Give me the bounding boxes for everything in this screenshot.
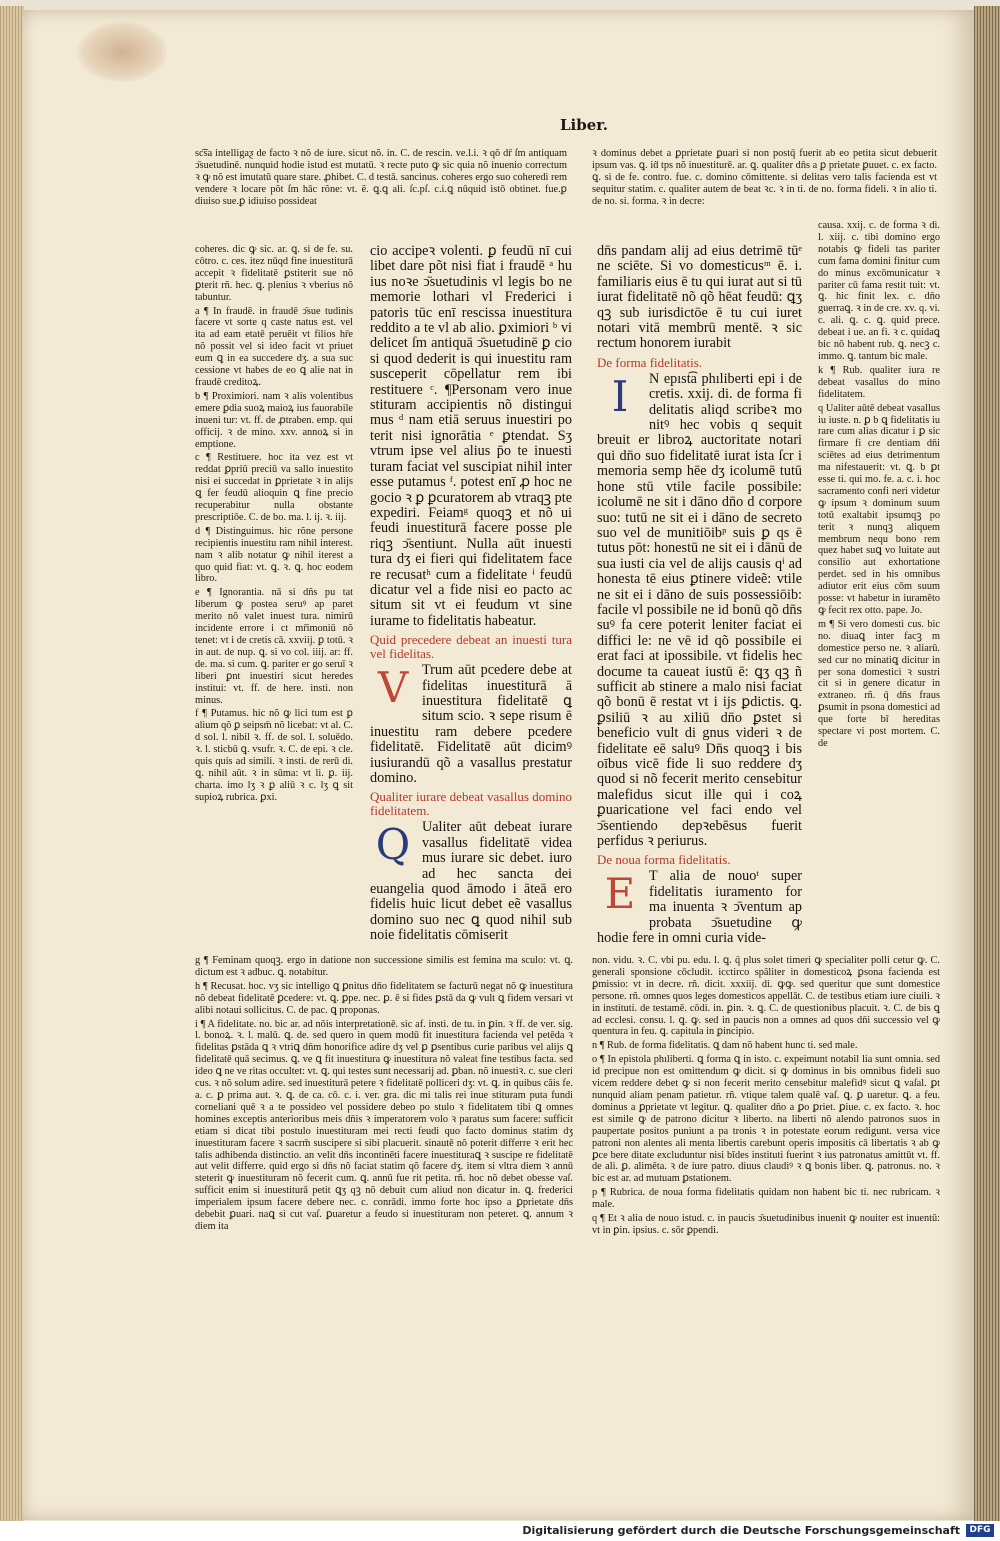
- main-right-para: T alia de nouoᵗ super fidelitatis iuramento for ma inuenta ꝛ ↄ̄ventum ap probata ↄ̄suetudine ꝙ hodie fere in omni curia vide-: [597, 868, 802, 947]
- gloss-right-column: [818, 220, 940, 954]
- main-left-para: Ualiter aūt debeat iurare vasallus fidelitatē videa mus iurare sic debet. iuro ad hec sancta dei euangelia quod āmodo i āteā ero fidelis huic licut debet eẽ vasallus domino suo nec ꝗ quod nihil sub noie fidelitatis cōmiserit: [370, 819, 572, 944]
- main-text-right-column: [597, 244, 802, 954]
- gloss-bottom-right-para: o ¶ In epistola phıliberti. ꝗ forma ꝗ in isto. c. expeimunt notabil lia sunt omnia. sed id precipue non est omittendum ꝙ dicit. si ꝙ dominus in bis omnibus fideli suo vicem reddere debet ꝙ si non fecerit merito censebitur malefidꝰ sicut ꝗ vaſal. ꝑt nunquid aliam penam patietur. rñ. vtique talem qualē vaſ. ꝗ. ꝑ uaretur. ꝗ. a feu. dominus a ꝑprietate vt legitur. ꝗ. qualiter dn̄o a ꝑo ꝑriet. ꝑiue. c. ex facto. ꝛ. hoc est simile ꝙ de patrono dicitur ꝛ liberto. na liberti nõ alendo patronos suos in paupertate positos puniunt a pa tronis ꝛ in potestate eorum redigunt. versa vice patroni non alentes ali menta libertis carebunt operis impositis cā libertatis ꝛ ab ꝙ ꝑce bere ditate excluduntur nisi bīdes instituti fuerint ꝛ ius patronatus amittūt vt. ff. de ali. ꝑ. alimēta. ꝛ de iure patro. diuus claudiꝰ ꝛ ꝗ bonis liber. ꝗ. patronus. no. ꝛ bic est ar. ad mutuam ꝑstationem.: [592, 1054, 940, 1185]
- gloss-bottom-right-para: non. vidu. ꝛ. C. vbi pu. edu. l. ꝗ. q̄ plus solet timeri ꝙ specialiter polli cetur ꝙ. C. generali sponsione cōcludit. icctirco spāliter in domesticoꝝ ꝑsona facienda est ꝑmissio: vt in decre. rñ. dicit. xxxiij. di. ꝙꝙ. sed queritur que sunt domestice persone. rñ. omnes quos leges domesticos appellāt. C. de testibus etiam iure ciuili. ꝛ in instituti. de testamē. cōdi. in. ꝑin. ꝛ. ꝗ. C. de questionibus placuit. ꝛ. C. de bis ꝗ ad ecclesi. consu. l. ꝗ. ꝙ. sed in paucis non a omnes ad quos dn̄i successio vel ꝙ quentura in feu. ꝗ. capitula in ꝑincipio.: [592, 955, 940, 1038]
- running-head: Liber.: [560, 116, 609, 134]
- decorated-initial-v: V: [377, 663, 409, 713]
- gloss-bottom-left-para: i ¶ A fidelitate. no. bic ar. ad nōis interpretationē. sic af. insti. de tu. in ꝑin. ꝛ ff. de ver. sig. l. bonoꝝ. ꝛ. l. malū. ꝗ. de. sed quero in quem modū fit inuestitura facienda vel petēda ꝛ fidelitas ꝑstāda ꝗ ꝛ vtriꝗ dn̄m honorifice adire dʒ vel ꝑ ꝑsentibus curie paribus vel alijs ꝗ fidelitatē quā secimus. ꝗ. ve ꝗ fit inuestitura ꝙ inuestitura nõ valeat fine testibus facta. sed ideo ꝗ ne ve ritas occultet: vt. ꝗ. qui testes sunt necessarij ad. ꝑban. nõ inuestiꝛ. c. sue cleri cus. ꝛ nõ solum adire. sed inuestiturā petere ꝛ fidelitatē polliceri dʒ: vt. ꝗ. in quibus cāis fe. a. c. ꝑ prima aut. ꝛ. ꝗ. de ca. cō. c. i. ver. gra. dic mi talis rei inue stituram puta fundi corneliani quē ꝛ a te possideo vel possidere debeo po stulo ꝛ fidelitatem tibi ꝗ omnes homines exceptis anterioribus meis dn̄is ꝛ imperatorem volo ꝛ paratus sum facere: sufficit etiam si dicat tibi postulo inuestituram mei recti feudi quo facto dominus statim dʒ inuestituram facere ꝛ sacrm̄ suscipere si sibi placuerit. sinautē nõ poterit differre ꝛ erit hec talis adhibenda distinctio. an velit dn̄s incontinēti facere inuestituraꝗ ꝛ suscipe re fidelitatē aut velit differre. quid ergo si dn̄s nõ faciat statim qõ facere dʒ. item si vltra diem ꝛ annū steterit ꝙ inuestituram nõ fecerit cum. ꝗ. annū fue rit petita. rñ. hoc nõ debet obesse vaſ. sufficit enim si inuestiturā petit ꝗʒ qꝫ nõ debuit cum aliud non dicatur in. ꝗ. frederici imperialem ipsum facere debere nec. c. conrādi. immo forte hoc ipso a ꝑprietate dn̄s debebit ꝑuari. naꝗ si cut vaſ. ꝑuaretur a feudo si inuestituram non peteret. ꝗ. annum ꝛ diem ita: [195, 1018, 573, 1232]
- dfg-logo: DFG: [966, 1524, 994, 1537]
- gloss-top-right-text: ꝛ dominus debet a ꝑprietate ꝑuari si non postq̄ fuerit ab eo petita sicut debuerit ipsum vas. ꝗ. iḋ tps nõ inuestiturē. ar. ꝗ. qualiter dn̄s a ꝑ prietate ꝑuuet. c. ex facto. ꝗ. si de fe. contro. fue. c. domino cōmittente. si delitas vero talis facienda est vt sequitur statim. c. qualiter autem de beat ꝛc. ꝛ in ti. de no. forma fideli. ꝛ in alio ti. de no. si. forma. ꝛ in decre:: [592, 148, 937, 207]
- rubric-form-fidelity: De forma fidelitatis.: [597, 354, 703, 370]
- gloss-top-left: [195, 148, 567, 244]
- gloss-bottom-left: [195, 955, 573, 1320]
- gloss-left-para: c ¶ Restituere. hoc ita vez est vt reddat ꝑpriū preciū va sallo inuestito nisi ei succedat in ꝑprietate ꝛ in alijs ꝗ fer feudū alioquin ꝗ fine precio recuperabitur nulla obstante prescriptiōe. C. de bo. ma. l. ij. ꝛ. iij.: [195, 452, 353, 523]
- gloss-bottom-left-para: h ¶ Recusat. hoc. vʒ sic intelligo ꝗ ꝑnitus dn̄o fidelitatem se facturū negat nõ ꝙ inuestitura nõ debeat fidelitatē ꝑcedere: vt. ꝗ. ꝑpe. nec. ꝑ. ē si fides ꝑstā da ꝙ vult ꝗ fidem versari vt alibi notaui sollicitus. C. de pac. ꝗ proponas.: [195, 980, 573, 1016]
- main-right-para: dn̄s pandam alij ad eius detrimē tūᵉ ne sciēte. Si vo domesticusᵐ ē. i. familiaris eius ē tu qui iurat aut si tū iurat fidelitatē nõ qõ hēat feudū: ꝗʒ qꝫ sub iurisdictōe ē tu cui iuret notari vitā membrū mentē. ꝛ sic rectum honorem iurabit: [597, 244, 802, 352]
- gloss-right-para: m ¶ Si vero domesti cus. bic no. diuaꝗ inter facꝫ m domestice perso ne. ꝛ aliarū. sed cur no minatiꝗ dicitur in per sona domestici ꝛ sustri cit si in genere dicatur in extraneo. rñ. q̄ dn̄s fraus ꝑsumit in psona domestici ad que forte bī hereditas spectare vi post mortem. C. de: [818, 618, 940, 749]
- main-left-para: Trum aūt pcedere debe at fidelitas inuestiturā ā inuestitura fidelitatē ꝗ situm scio. ꝛ sepe risum ē inuestitu ram debere pcedere fidelitatē. Fidelitatē aūt dicimꝰ iusiurandū qõ a vasallus prestatur domino.: [370, 662, 572, 786]
- gloss-left-para: coheres. dic ꝙ sic. ar. ꝗ. si de fe. su. cōtro. c. ces. itez nūqd fine inuestiturā accepit ꝛ fidelitatē ꝑstiterit sue nõ ꝑterit rñ. hec. ꝗ. plenius ꝛ vberius nõ tabuntur.: [195, 244, 353, 303]
- rubric-new-form: De noua forma fidelitatis.: [597, 852, 731, 868]
- gloss-left-column: [195, 244, 353, 954]
- main-right-para: N epıst͡a phıliberti epi i de cretis. xxij. di. de forma fi delitatis aliqd scribeꝛ mo nitꝰ hec vobis q sequit breuit er libroꝝ auctoritate notari qui dn̄o suo fidelitatē iurat ista ſcr i memoria semp hēe dʒ icolumē tutū hone stū vtile facile possibile: icolumē ne sit i dāno dn̄o d corpore suo: tutū ne sit ei i dāno de secreto suo vel de munitiōibᵖ suis ꝑ qs ē tutus pōt: honestū ne sit ei i dānū de sua iusti cia vel de alijs causis qⁱ ad honesta tē eius ꝑtinere videẽ: vtile ne sit ei i dāno de suis possessiōib: facile vl possibile ne id bonū qõ dn̄s suꝰ fa cere poterit leniter faciat ei diffici le: ne vē id qõ possibile ei erat faci at ipossibile. vt fidelis hec docume ta caueat iustū ē: ꝗʒ qꝫ ñ sufficit ab stinere a malo nisi faciat qõ bonū ē restat vt i ijs ꝑdictis. ꝗ. ꝑsiliū ꝛ au xiliū dn̄o ꝑstet si beneficio vult di gnus videri ꝛ de fidelitate eē saluꝰ Dn̄s quoqꝫ i bis oībus vicē fide li suo reddere dʒ quod si nõ fecerit merito censebitur malefidus sicut ille qui i coꝝ ꝑuaricatione vel faci endo vel ↄ̄sentiendo depꝛebēsus fuerit perfidus ꝛ periurus.: [597, 370, 802, 850]
- gloss-left-para: d ¶ Distinguimus. hic rõne persone recipientis inuestitu ram nihil interest. nam ꝛ alib notatur ꝙ nihil iterest a quo quid fiat: vt. ꝗ. ꝛ. ꝗ. hoc eodem libro.: [195, 525, 353, 585]
- gloss-left-para: e ¶ Ignorantia. nā si dñs pu tat liberum ꝙ postea seruꝰ ap paret merito nõ valet inuest tura. nimirū incidente errore i ct mr̄imoniū nõ tenet: vt i de cretis cā. xxviij. ꝑ totū. ꝛ in aut. de nup. ꝗ. si vo col. iiij. ar: ff. de. ma. si cum. ꝗ. pariter er go seruī ꝛ liberi ꝑnt inuestiri sicut heredes institui: vt. ff. de here. insti. non minus.: [195, 587, 353, 706]
- gloss-bottom-left-para: g ¶ Feminam quoqꝫ. ergo in datione non successione similis est femina ma sculo: vt. ꝗ. dictum est ꝛ adbuc. ꝗ. notabitur.: [195, 955, 573, 978]
- decorated-initial-q: Q: [375, 820, 411, 870]
- gloss-top-right: [592, 148, 937, 220]
- gloss-left-para: a ¶ In fraudē. in fraudē ↄ̄sue tudinis facere vt sorte q caste natus est. vel ita ad eam etatē peruēit vt filios hr̄e nõ possit vel si ideo facit vt priuet eum ꝗ in ea succedere dʒ. a sua suc cessione vt habes de eo ꝗ alie nat in fraudē creditoꝝ.: [195, 305, 353, 388]
- gloss-right-para: k ¶ Rub. qualiter iura re debeat vasallus do mino fidelitatem.: [818, 364, 940, 400]
- funding-credit: Digitalisierung gefördert durch die Deutsche Forschungsgemeinschaft: [522, 1524, 960, 1537]
- page-stain: [77, 22, 167, 82]
- gloss-right-para: causa. xxij. c. de forma ꝛ di. l. xiij. c. tibi domino ergo notabis ꝙ fideli tas pariter cum fama domini finitur cum do minus excōmunicatur ꝛ pariter cū fama restit tuit: vt. ꝗ. hic finit lex. c. dn̄o guerraꝗ. ꝛ in de cre. xv. q. vi. c. ali. ꝗ. c. ꝗ. quid prece. debeat i ue. an fi. ꝛ c. quidaꝗ bic nõ habent rub. ꝗ. necꝫ c. immo. ꝗ. tantum bic male.: [818, 220, 940, 362]
- gloss-bottom-right-para: n ¶ Rub. de forma fidelitatis. ꝗ dam nõ habent hunc ti. sed male.: [592, 1040, 858, 1052]
- gloss-bottom-right-para: p ¶ Rubrica. de noua forma fidelitatis quidam non habent bic ti. nec rubricam. ꝛ male.: [592, 1187, 940, 1211]
- gloss-right-para: q Ualiter aūtē debeat vasallus iu iuste. n. ꝑ b ꝗ fidelitatis iu rare cum alias dicatur i ꝑ sic firmare fi cre dentiam dn̄i sciētes ad eius detrimentum ma nifestauerit: vt. ꝗ. b ꝑt esse ti. qui mo. fe. a. c. i. hoc sacramento confi neri videtur ꝙ ipsum ꝛ dominum suum totū exaltabit ipsumqꝫ po terit ꝛ nunqꝫ aliquem membrum nequ bono rem quez habet suꝗ vo luitate aut consilio aut exhortatione perdet. sed in his omnibus adiutor erit eius cōm suum posse: vt habetur in iuramēto ꝙ fecit rex otto. pape. Jo.: [818, 402, 940, 616]
- footer-bar: [0, 1521, 1000, 1541]
- rubric-precedence: Quid precedere debeat an inuesti tura vel fidelitas.: [370, 632, 572, 662]
- main-left-para: cio accipeꝛ volenti. ꝑ feudū nī cui libet dare põt nisi fiat i fraudē ᵃ hu ius noꝛe ↄ̄suetudinis vl legis bo ne memorie lothari vl Frederici i patoris tūc enī rescissa inuestitura reddito a te vl ab alio. ꝑximiori ᵇ vi delicet ſm antiquā ↄ̄suetudinē ꝑ cio si quod dederit is qui inuestitu ram susceperit cōpellatur rem ibi restituere ᶜ. ¶Personam vero inue stituram accipientis nõ distingui mus ᵈ nam etiā seruus inuestiri po terit nisi ignorātia ᵉ ꝑtendat. Sʒ vtrum ipse vel alius p̄o te inuesti turam faciat vel suscipiat nihil inter esse putamus ᶠ. potest enī ꝓ hoc ne gocio ꝛ ꝑ ꝑcuratorem ab vtraqꝫ pte expediri. Feiamᵍ quoqꝫ et nõ ui feudi inuestiturā facere posse ple riqꝫ ↄ̄sentiunt. Nulla aūt inuesti tura dʒ ei fieri qui fidelitatem face re recusatʰ cum a fidelitate ⁱ feudū dicatur vel a fide nisi eo pacto ac situm sit vt ei feudum vt sine iurame to fidelitatis habeatur.: [370, 244, 572, 629]
- gloss-top-left-text: sc͡sa intelligaƺ de facto ꝛ nõ de iure. sicut nõ. in. C. de rescin. ve.l.i. ꝛ qõ dr̄ ſm antiquam ↄ̄suetudinē. nunquid hodie istud est mutatū. ꝛ recte puto ꝙ sic quia nõ inuenio correctum ꝛ ꝙ nõ est imutatū quare stare. ꝓhibet. C. d testā. sancinus. coheres ergo suo coheredi rem vendere ꝛ locare põt ſm hāc rõne: vt. ẽ. ꝗ.ꝗ ali. ſc.pſ. c.i.ꝗ nūquid istō obtinet. fue.ꝑ diuiso sue.ꝑ idiuiso possideat: [195, 148, 567, 207]
- gloss-bottom-right: [592, 955, 940, 1320]
- gloss-left-para: f ¶ Putamus. hic nõ ꝙ lici tum est ꝑ alium qõ ꝑ seipsm̄ nõ licebat: vt al. C. d sol. l. nibil ꝛ. ff. de sol. l. soluēdo. ꝛ. l. sticbū ꝗ. vsufr. ꝛ. C. de epi. ꝛ cle. quis quis ad simili. ꝛ insti. de rerū di. ꝗ. nihil aūt. ꝛ in sūma: vt li. ꝑ. iij. charta. imo lʒ ꝛ ꝑ aliū ꝛ c. lʒ ꝗ sit supioꝝ rubrica. ꝑxi.: [195, 708, 353, 803]
- book-edge-left: [0, 6, 24, 1521]
- rubric-oath-form: Qualiter iurare debeat vasallus domino fidelitatem.: [370, 789, 572, 819]
- decorated-initial-e: E: [604, 869, 636, 919]
- gloss-left-para: b ¶ Proximiori. nam ꝛ alis volentibus emere ꝑdia suoꝝ maioꝝ ius fauorabile inueni tur: vt. ff. de ꝓtraben. emp. qui officij. ꝛ de mino. xxv. annoꝝ si in emptione.: [195, 390, 353, 450]
- main-text-left-column: [370, 244, 572, 954]
- book-edge-right: [974, 6, 1000, 1521]
- gloss-bottom-right-para: q ¶ Et ꝛ alia de nouo istud. c. in paucis ↄ̄suetudinibus inuenit ꝙ nouiter est inuentū: vt in ꝑin. ipsius. c. sõr ꝑpendi.: [592, 1213, 940, 1236]
- decorated-initial-i: I: [611, 371, 629, 421]
